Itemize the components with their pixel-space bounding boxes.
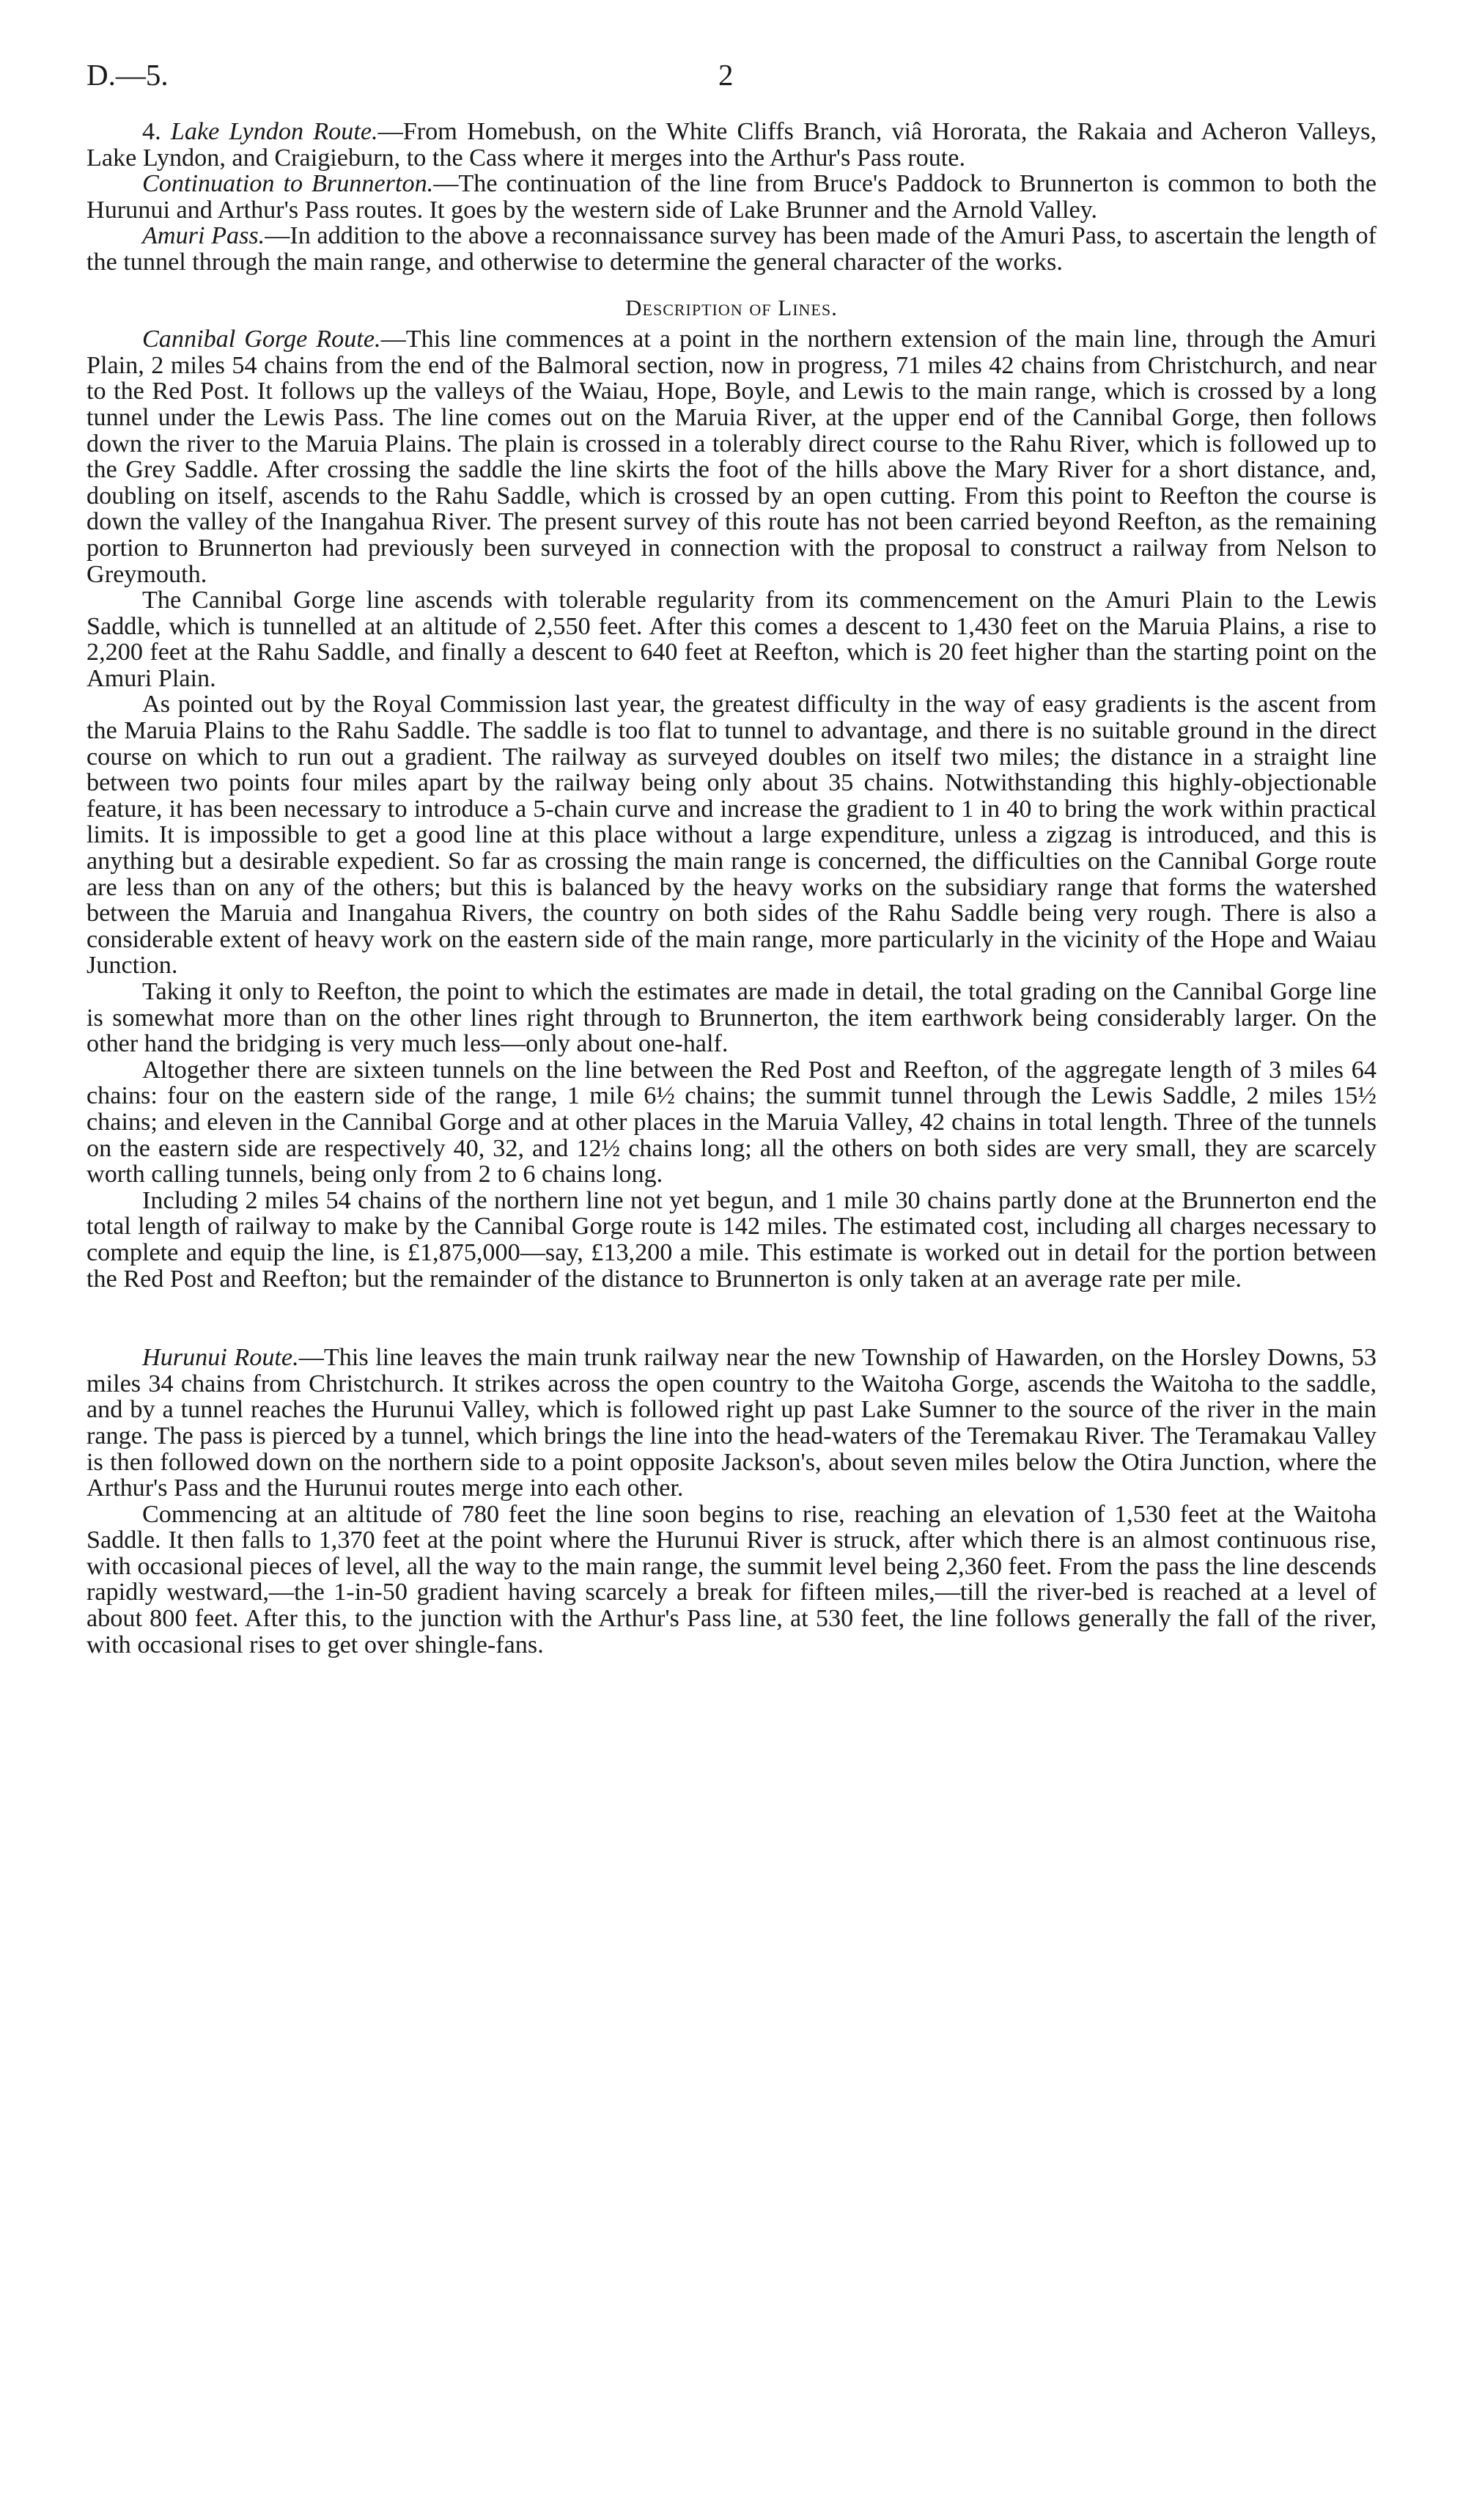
paragraph: As pointed out by the Royal Commission last year, the greatest difficulty in the way of easy gradients is the ascent from the Maruia Plains to the Rahu Saddle. The saddle is too flat to tunnel to advantage, and there is no suitable ground in the direct course on which to run out a gradient. The railway as surveyed doubles on itself two miles; the distance in a straight line between two points four miles apart by the railway being only about 35 chains. Notwithstanding this highly-objectionable feature, it has been necessary to introduce a 5-chain curve and increase the gradient to 1 in 40 to bring the work within practical limits. It is impossible to get a good line at this place without a large expenditure, unless a zigzag is introduced, and this is anything but a desirable expedient. So far as crossing the main range is concerned, the difficulties on the Cannibal Gorge route are less than on any of the others; but this is balanced by the heavy works on the subsidiary range that forms the watershed between the Maruia and Inangahua Rivers, the country on both sides of the Rahu Saddle being very rough. There is also a considerable extent of heavy work on the eastern side of the main range, more particularly in the vicinity of the Hope and Waiau Junction.	[86, 691, 1377, 980]
document-reference: D.—5.	[86, 58, 169, 92]
paragraph: Altogether there are sixteen tunnels on the line between the Red Post and Reefton, of the aggregate length of 3 miles 64 chains: four on the eastern side of the range, 1 mile 6½ chains; the summit tunnel through the Lewis Saddle, 2 miles 15½ chains; and eleven in the Cannibal Gorge and at other places in the Maruia Valley, 42 chains in total length. Three of the tunnels on the eastern side are respectively 40, 32, and 12½ chains long; all the others on both sides are very small, they are scarcely worth calling tunnels, being only from 2 to 6 chains long.	[86, 1056, 1377, 1189]
page-number: 2	[718, 58, 734, 92]
paragraph-brunnerton: Continuation to Brunnerton.—The continuation of the line from Bruce's Paddock to Brunnerton is common to both the Hurunui and Arthur's Pass routes. It goes by the western side of Lake Brunner and the Arnold Valley.	[86, 170, 1377, 224]
section-heading: Description of Lines.	[625, 294, 838, 320]
section-gap	[86, 1292, 1377, 1345]
page-header	[86, 57, 1377, 101]
route-title: Hurunui Route.	[142, 1344, 299, 1372]
paragraph-cannibal-gorge: Cannibal Gorge Route.—This line commences at a point in the northern extension of the main line, through the Amuri Plain, 2 miles 54 chains from the end of the Balmoral section, now in progress, 71 miles 42 chains from Christchurch, and near to the Red Post. It follows up the valleys of the Waiau, Hope, Boyle, and Lewis to the main range, which is crossed by a long tunnel under the Lewis Pass. The line comes out on the Maruia River, at the upper end of the Cannibal Gorge, then follows down the river to the Maruia Plains. The plain is crossed in a tolerably direct course to the Rahu River, which is followed up to the Grey Saddle. After crossing the saddle the line skirts the foot of the hills above the Mary River for a short distance, and, doubling on itself, ascends to the Rahu Saddle, which is crossed by an open cutting. From this point to Reefton the course is down the valley of the Inangahua River. The present survey of this route has not been carried beyond Reefton, as the remaining portion to Brunnerton had previously been surveyed in connection with the proposal to construct a railway from Nelson to Greymouth.	[86, 326, 1377, 588]
paragraph-hurunui: Hurunui Route.—This line leaves the main trunk railway near the new Township of Hawarden, on the Horsley Downs, 53 miles 34 chains from Christchurch. It strikes across the open country to the Waitoha Gorge, ascends the Waitoha to the saddle, and by a tunnel reaches the Hurunui Valley, which is followed right up past Lake Sumner to the source of the river in the main range. The pass is pierced by a tunnel, which brings the line into the head-waters of the Teremakau River. The Teramakau Valley is then followed down on the northern side to a point opposite Jackson's, about seven miles below the Otira Junction, where the Arthur's Pass and the Hurunui routes merge into each other.	[86, 1344, 1377, 1502]
route-title: Amuri Pass.	[142, 222, 265, 250]
document-body	[86, 119, 1377, 1658]
route-title: Lake Lyndon Route.	[170, 118, 378, 145]
paragraph: Including 2 miles 54 chains of the northern line not yet begun, and 1 mile 30 chains partly done at the Brunnerton end the total length of railway to make by the Cannibal Gorge route is 142 miles. The estimated cost, including all charges necessary to complete and equip the line, is £1,875,000—say, £13,200 a mile. This estimate is worked out in detail for the portion between the Red Post and Reefton; but the remainder of the distance to Brunnerton is only taken at an average rate per mile.	[86, 1186, 1377, 1293]
paragraph-lake-lyndon: 4. Lake Lyndon Route.—From Homebush, on the White Cliffs Branch, viâ Hororata, the Rakaia and Acheron Valleys, Lake Lyndon, and Craigieburn, to the Cass where it merges into the Arthur's Pass route.	[86, 118, 1377, 172]
route-title: Continuation to Brunnerton.	[142, 170, 434, 198]
route-title: Cannibal Gorge Route.	[142, 326, 381, 353]
paragraph: Commencing at an altitude of 780 feet the line soon begins to rise, reaching an elevation of 1,530 feet at the Waitoha Saddle. It then falls to 1,370 feet at the point where the Hurunui River is struck, after which there is an almost continuous rise, with occasional pieces of level, all the way to the main range, the summit level being 2,360 feet. From the pass the line descends rapidly westward,—the 1-in-50 gradient having scarcely a break for fifteen miles,—till the river-bed is reached at a level of about 800 feet. After this, to the junction with the Arthur's Pass line, at 530 feet, the line follows generally the fall of the river, with occasional rises to get over shingle-fans.	[86, 1500, 1377, 1658]
paragraph-amuri-pass: Amuri Pass.—In addition to the above a reconnaissance survey has been made of the Amuri Pass, to ascertain the length of the tunnel through the main range, and otherwise to determine the general character of the works.	[86, 222, 1377, 276]
paragraph: Taking it only to Reefton, the point to which the estimates are made in detail, the total grading on the Cannibal Gorge line is somewhat more than on the other lines right through to Brunnerton, the item earthwork being considerably larger. On the other hand the bridging is very much less—only about one-half.	[86, 978, 1377, 1058]
paragraph: The Cannibal Gorge line ascends with tolerable regularity from its commencement on the Amuri Plain to the Lewis Saddle, which is tunnelled at an altitude of 2,550 feet. After this comes a descent to 1,430 feet on the Maruia Plains, a rise to 2,200 feet at the Rahu Saddle, and finally a descent to 640 feet at Reefton, which is 20 feet higher than the starting point on the Amuri Plain.	[86, 587, 1377, 692]
